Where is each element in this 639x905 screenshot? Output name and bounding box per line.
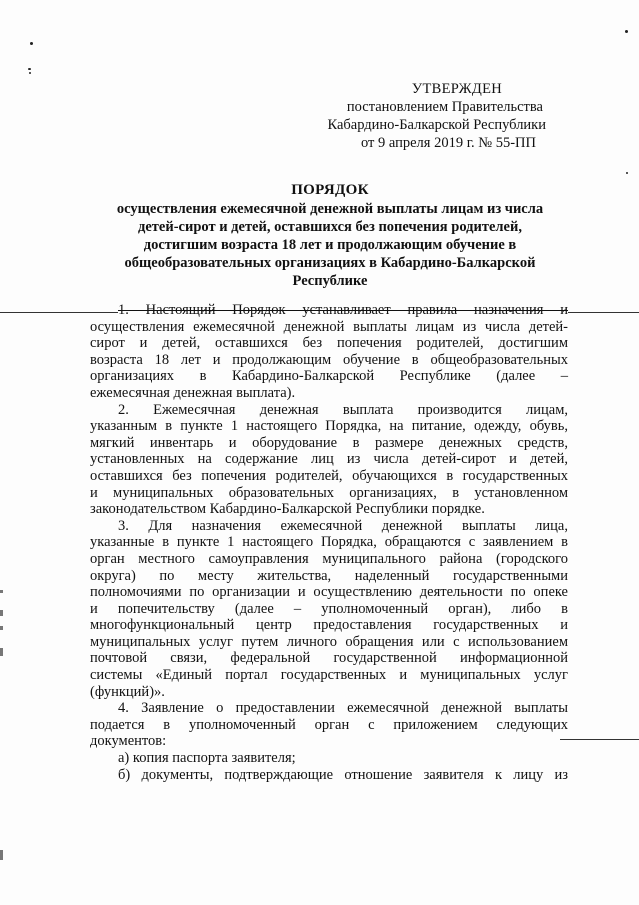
document-title [95,180,565,290]
scan-speck [625,30,628,33]
body-line: 3. Для назначения ежемесячной денежной выплаты лица, [118,517,568,534]
body-line: осуществления ежемесячной денежной выплаты лицам из числа детей- [90,318,568,335]
body-line: возраста 18 лет и продолжающим обучение в общеобразовательных [90,351,568,368]
body-line: и муниципальных образовательных организациях, в установленном [90,484,568,501]
body-line: многофункциональный центр предоставления государственных и [90,617,568,634]
body-line: оставшихся без попечения родителей, обучающихся в государственных [90,467,568,484]
approval-date: от 9 апреля 2019 г. № 55-ПП [360,135,536,151]
subtitle-line: детей-сирот и детей, оставшихся без попечения родителей, [138,219,522,235]
scan-speck [626,172,628,174]
approval-line: Кабардино-Балкарской Республики [327,117,546,133]
body-line: почтовой связи, федеральной государственной информационной [90,650,568,667]
scan-edge-mark [0,648,3,656]
body-line: округа) по месту жительства, наделенный государственными [90,567,568,584]
scan-edge-mark [0,590,3,593]
body-line: б) документы, подтверждающие отношение заявителя к лицу из [118,766,568,783]
document-body [90,302,568,783]
body-line: системы «Единый портал государственных и муниципальных услуг [90,667,568,684]
body-line: установленных на содержание лиц из числа детей-сирот и детей, [90,451,568,468]
body-line: документов: [90,733,167,750]
scan-speck [28,68,31,70]
scan-line [568,312,639,313]
body-line: 1. Настоящий Порядок устанавливает правила назначения и [118,302,568,318]
body-line: законодательством Кабардино-Балкарской Республики порядке. [90,501,485,518]
approval-stamp: УТВЕРЖДЕН [411,81,502,97]
body-line: муниципальных услуг путем личного обращения или с использованием [90,633,568,650]
body-line: и попечительству (далее – уполномоченный орган), либо в [90,600,568,617]
body-line: мягкий инвентарь и оборудование в размере денежных средств, [90,434,568,451]
scan-edge-mark [0,626,3,630]
scan-edge-mark [0,610,3,616]
body-line: орган местного самоуправления муниципального района (городского [90,550,568,567]
subtitle-line: общеобразовательных организациях в Кабардино-Балкарской [124,255,536,271]
body-line: а) копия паспорта заявителя; [118,750,296,767]
body-line: полномочиями по организации и осуществлению деятельности по опеке [90,584,568,601]
scan-edge-mark [0,850,3,860]
body-line: (функций)». [90,683,165,700]
subtitle-line: осуществления ежемесячной денежной выплаты лицам из числа [116,201,544,217]
title-heading: ПОРЯДОК [291,182,369,198]
body-line: подается в уполномоченный орган с приложением следующих [90,716,568,733]
body-line: указанным в пункте 1 настоящего Порядка, на питание, одежду, обувь, [90,418,568,435]
subtitle-line: достигшим возраста 18 лет и продолжающим обучение в [143,237,517,253]
body-line: указанные в пункте 1 настоящего Порядка, обращаются с заявлением в [90,534,568,551]
body-line: 2. Ежемесячная денежная выплата производится лицам, [118,401,568,418]
scan-speck [30,42,33,45]
body-line: сирот и детей, оставшихся без попечения родителей, достигшим [90,335,568,352]
body-line: 4. Заявление о предоставлении ежемесячной денежной выплаты [118,700,568,717]
approval-block [286,80,546,152]
title-subtitle [95,200,565,290]
scan-speck [29,72,31,74]
body-line: ежемесячная денежная выплата). [90,384,296,401]
body-line: организациях в Кабардино-Балкарской Республике (далее – [90,368,568,385]
subtitle-line: Республике [292,273,368,289]
approval-line: постановлением Правительства [346,99,543,115]
scan-line [560,739,639,740]
